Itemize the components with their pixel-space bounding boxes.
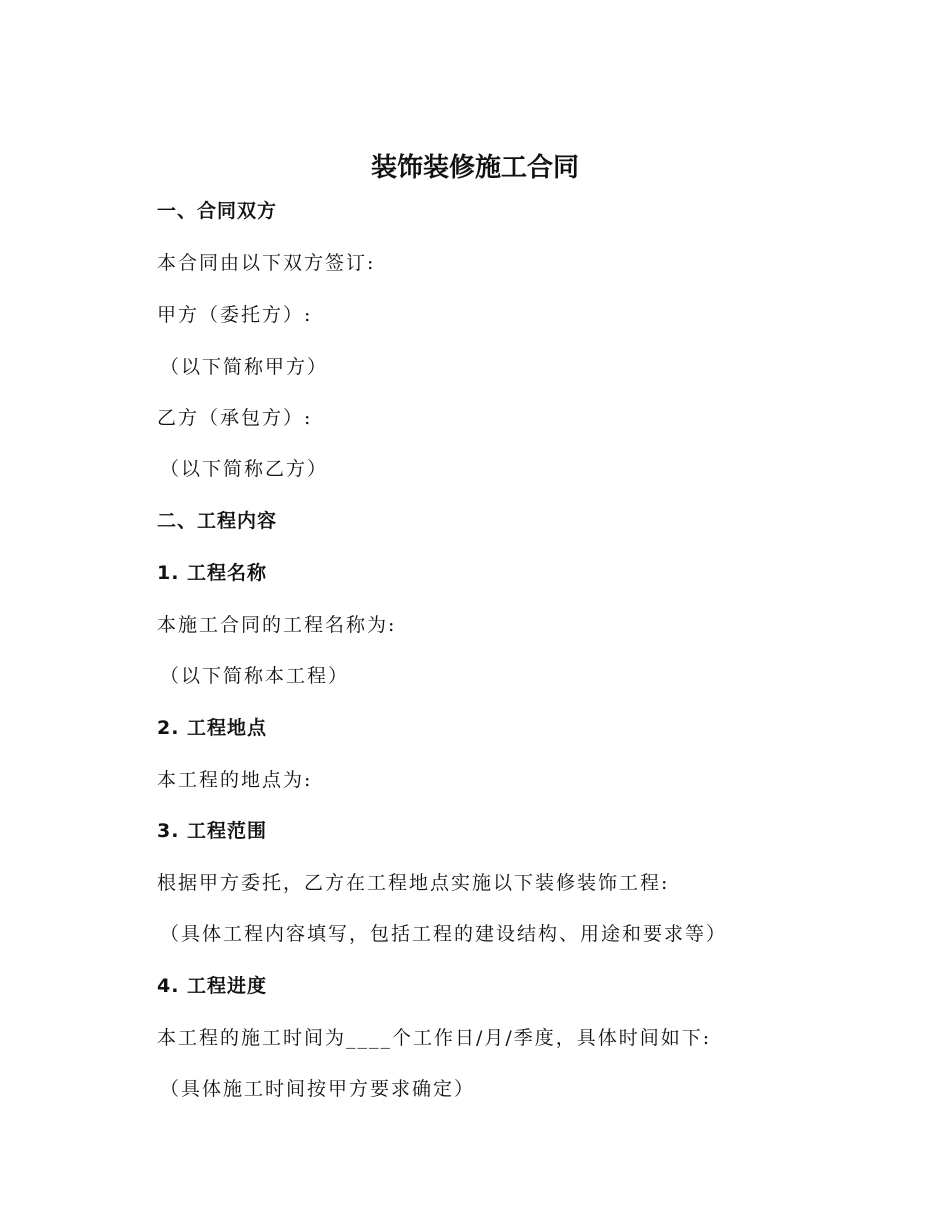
paragraph-project-name: 本施工合同的工程名称为: bbox=[157, 614, 397, 636]
paragraph-party-a: 甲方（委托方）: bbox=[157, 304, 313, 326]
subheading-project-location: 2. 工程地点 bbox=[157, 717, 268, 739]
paragraph-project-schedule: 本工程的施工时间为____个工作日/月/季度，具体时间如下: bbox=[157, 1027, 712, 1049]
paragraph-party-b: 乙方（承包方）: bbox=[157, 407, 313, 429]
subheading-project-scope: 3. 工程范围 bbox=[157, 820, 268, 842]
document-title: 装饰装修施工合同 bbox=[370, 153, 579, 183]
paragraph-project-scope: 根据甲方委托，乙方在工程地点实施以下装修装饰工程: bbox=[157, 872, 670, 894]
paragraph-party-b-note: （以下简称乙方） bbox=[160, 458, 329, 480]
subheading-project-schedule: 4. 工程进度 bbox=[157, 975, 268, 997]
paragraph-party-a-note: （以下简称甲方） bbox=[160, 356, 329, 378]
subheading-project-name: 1. 工程名称 bbox=[157, 562, 268, 584]
paragraph-project-schedule-note: （具体施工时间按甲方要求确定） bbox=[160, 1078, 476, 1100]
section-heading-parties: 一、合同双方 bbox=[157, 200, 278, 222]
paragraph-project-location: 本工程的地点为: bbox=[157, 769, 313, 791]
section-heading-project: 二、工程内容 bbox=[157, 510, 278, 532]
paragraph-project-name-note: （以下简称本工程） bbox=[160, 665, 350, 687]
paragraph-intro: 本合同由以下双方签订: bbox=[157, 252, 376, 274]
paragraph-project-scope-note: （具体工程内容填写，包括工程的建设结构、用途和要求等） bbox=[160, 923, 728, 945]
